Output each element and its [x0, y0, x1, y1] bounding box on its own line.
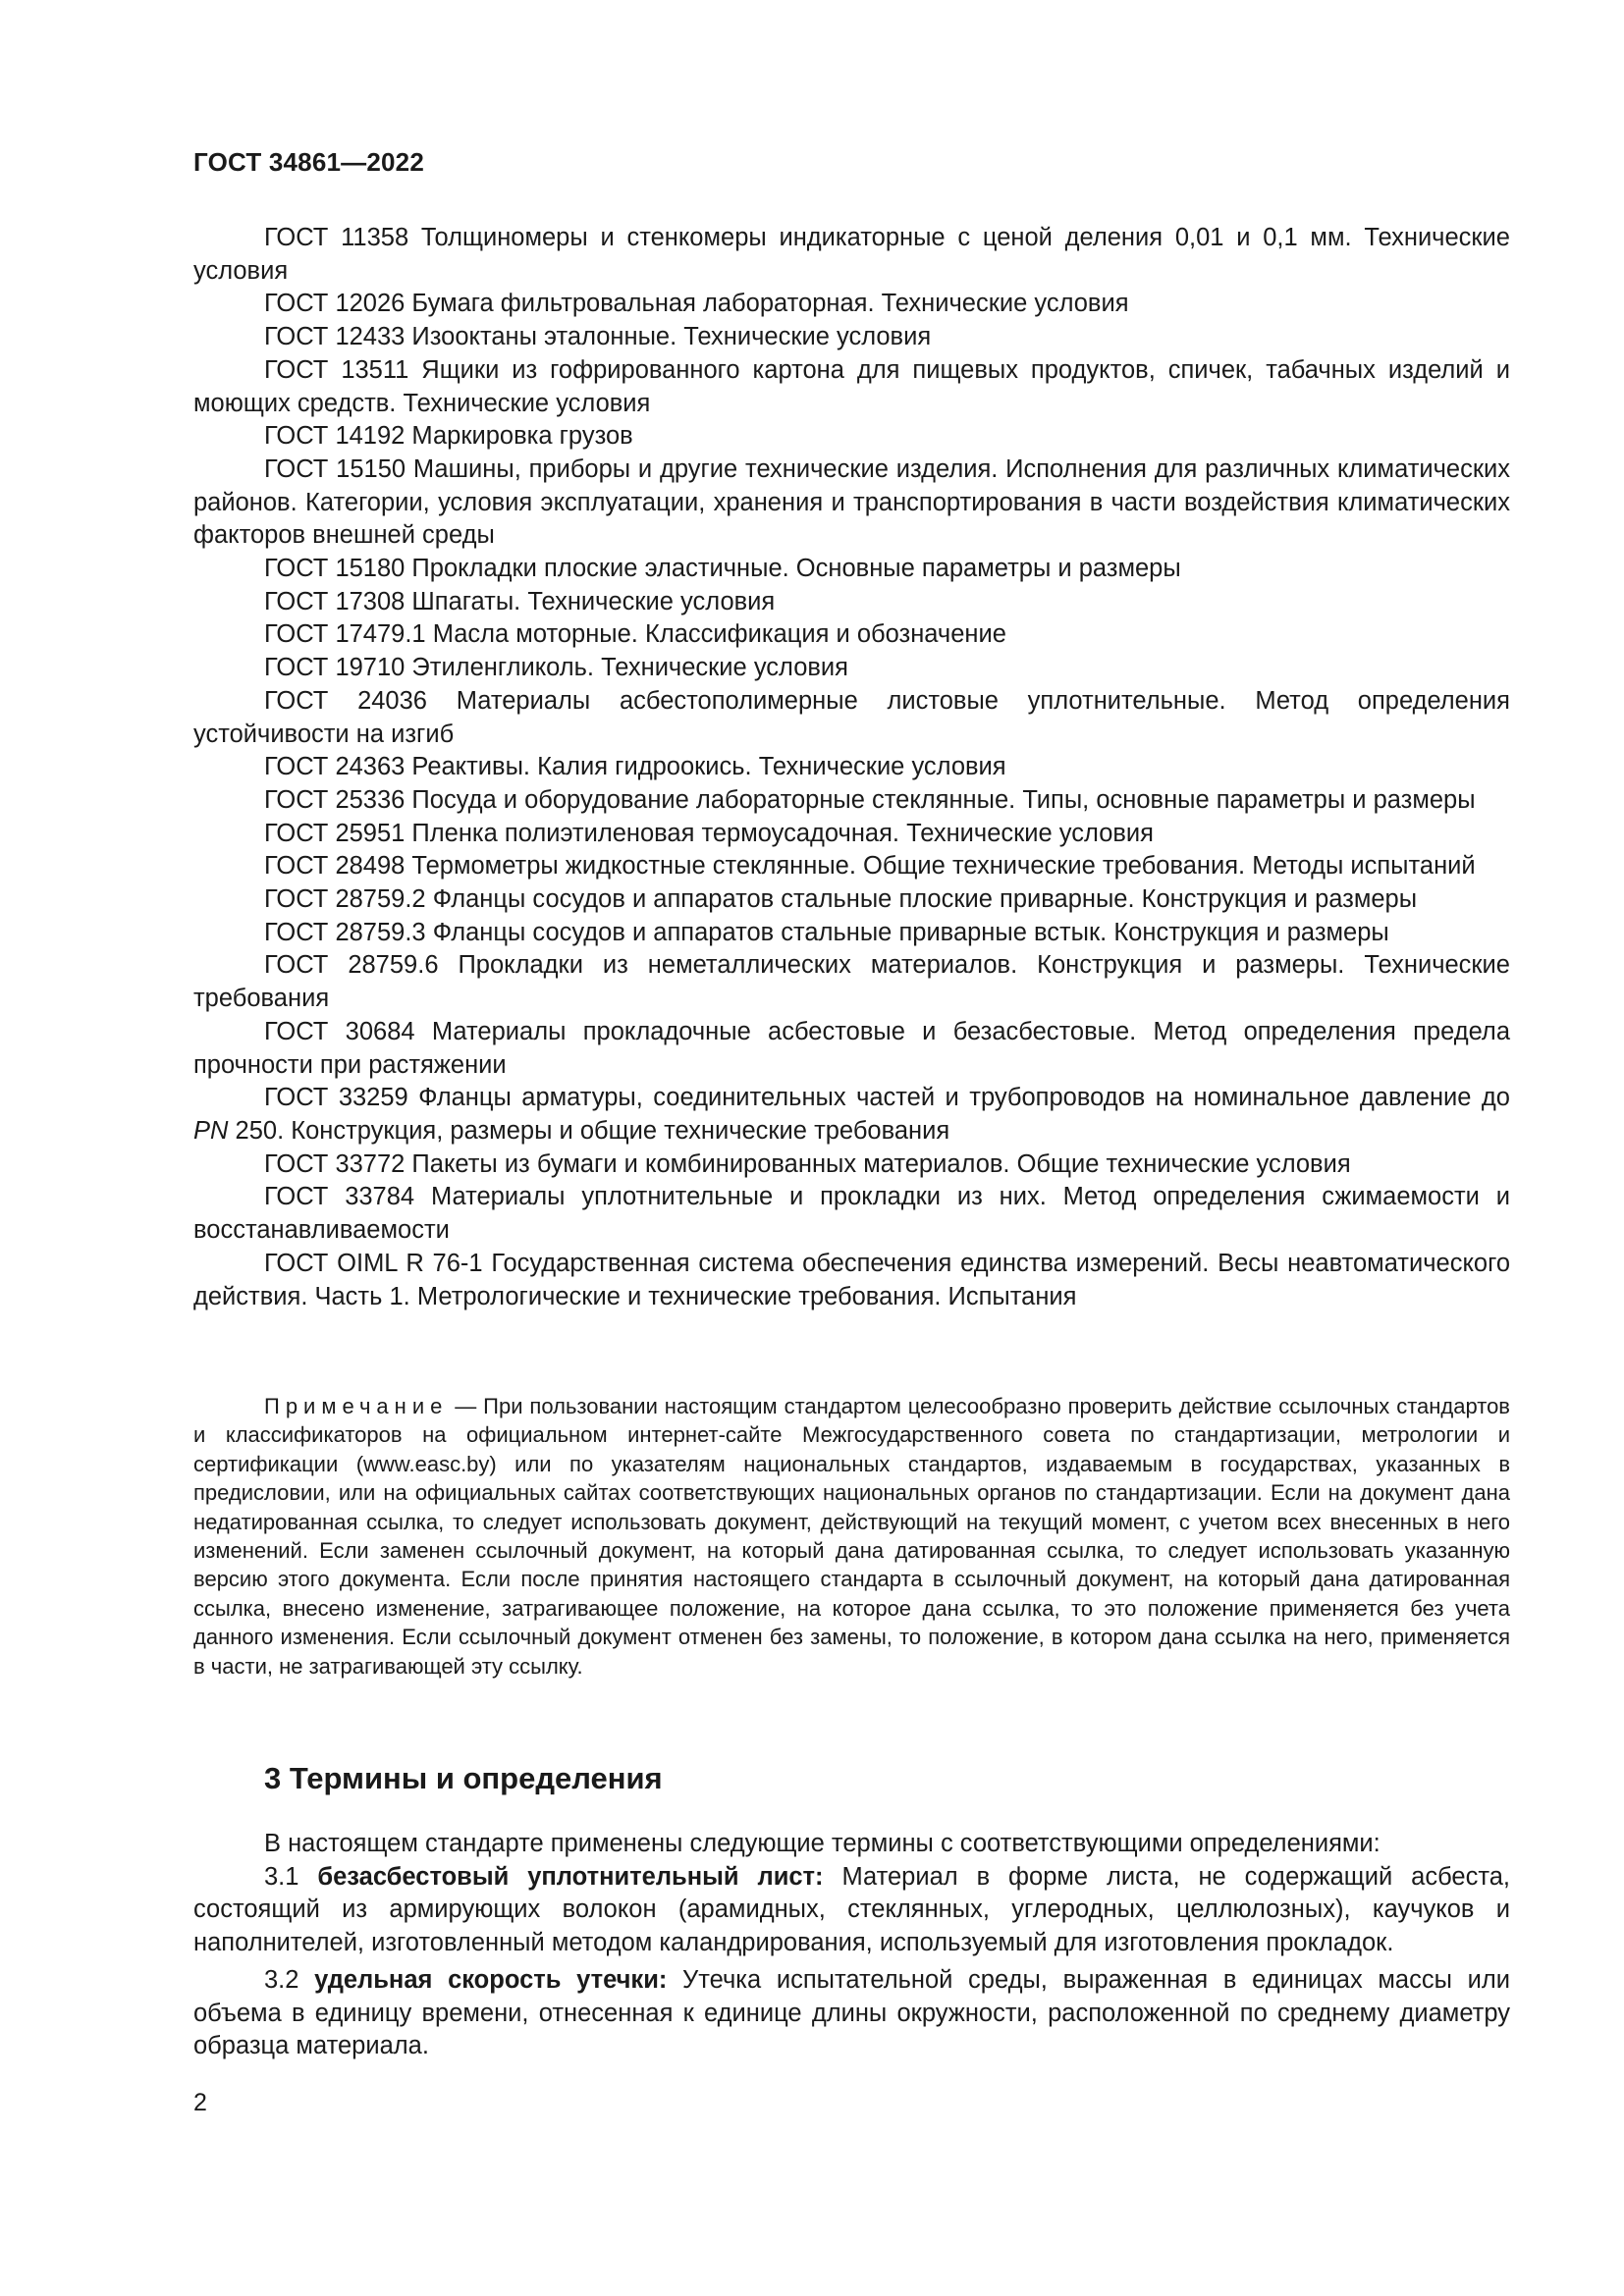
reference-item: ГОСТ 28759.2 Фланцы сосудов и аппаратов стальные плоские приварные. Конструкция и размеры — [264, 885, 1418, 914]
term-definition: Утечка испытательной среды, выраженная в единицах массы или объема в единицу времени, отнесенная к единице длины окружности, расположенной по среднему диаметру образца материала. — [193, 1965, 1510, 2060]
term-item — [193, 1964, 1510, 2063]
reference-item: ГОСТ 12433 Изооктаны эталонные. Технические условия — [264, 323, 932, 351]
terms-section — [193, 1828, 1510, 2063]
reference-item: ГОСТ 15180 Прокладки плоские эластичные. Основные параметры и размеры — [264, 555, 1181, 583]
reference-text: 250. Конструкция, размеры и общие технические требования — [228, 1116, 950, 1145]
reference-item: ГОСТ 24363 Реактивы. Калия гидроокись. Технические условия — [264, 753, 1006, 781]
reference-item: ГОСТ OIML R 76-1 Государственная система обеспечения единства измерений. Весы неавтоматического действия. Часть 1. Метрологические и технические требования. Испытания — [193, 1249, 1510, 1310]
reference-item: ГОСТ 13511 Ящики из гофрированного картона для пищевых продуктов, спичек, табачных изделий и моющих средств. Технические условия — [193, 355, 1510, 417]
term-definition: Материал в форме листа, не содержащий асбеста, состоящий из армирующих волокон (арамидных, стеклянных, углеродных, целлюлозных), каучуков и наполнителей, изготовленный методом каландрирования, используемый для изготовления прокладок. — [193, 1862, 1510, 1957]
reference-item: ГОСТ 15150 Машины, приборы и другие технические изделия. Исполнения для различных климатических районов. Категории, условия эксплуатации, хранения и транспортирования в части воздействия климатических факторов внешней среды — [193, 454, 1510, 550]
section-title: 3 Термины и определения — [264, 1761, 663, 1795]
reference-text: ГОСТ 33259 Фланцы арматуры, соединительных частей и трубопроводов на номинальное давление до — [264, 1084, 1510, 1112]
reference-item: ГОСТ 33772 Пакеты из бумаги и комбинированных материалов. Общие технические условия — [264, 1149, 1351, 1178]
document-header: ГОСТ 34861—2022 — [193, 147, 424, 177]
page-number: 2 — [193, 2089, 207, 2116]
reference-item: ГОСТ 28759.6 Прокладки из неметаллических материалов. Конструкция и размеры. Технические требования — [193, 951, 1510, 1013]
note-label: Примечание — [264, 1394, 449, 1418]
term-name: удельная скорость утечки: — [314, 1965, 668, 1994]
reference-item: ГОСТ 30684 Материалы прокладочные асбестовые и безасбестовые. Метод определения предела прочности при растяжении — [193, 1017, 1510, 1079]
reference-item: ГОСТ 17308 Шпагаты. Технические условия — [264, 587, 776, 615]
note-text: — При пользовании настоящим стандартом целесообразно проверить действие ссылочных стандартов и классификаторов на официальном интернет-сайте Межгосударственного совета по стандартизации, метрологии и сертификации (www.easc.by) или по указателям национальных стандартов, издаваемым в государствах, указанных в предисловии, или на официальных сайтах соответствующих национальных органов по стандартизации. Если на документ дана недатированная ссылка, то следует использовать документ, действующий на текущий момент, с учетом всех внесенных в него изменений. Если заменен ссылочный документ, на который дана датированная ссылка, то следует использовать указанную версию этого документа. Если после принятия настоящего стандарта в ссылочный документ, на который дана датированная ссылка, внесено изменение, затрагивающее положение, на которое дана ссылка, то это положение применяется без учета данного изменения. Если ссылочный документ отменен без замены, то положение, в котором дана ссылка на него, применяется в части, не затрагивающей эту ссылку. — [193, 1394, 1510, 1679]
reference-item: ГОСТ 14192 Маркировка грузов — [264, 422, 633, 451]
reference-item: ГОСТ 19710 Этиленгликоль. Технические условия — [264, 654, 848, 682]
reference-item-33259 — [193, 1082, 1510, 1148]
term-number: 3.1 — [264, 1862, 318, 1891]
reference-item: ГОСТ 28498 Термометры жидкостные стеклянные. Общие технические требования. Методы испытаний — [264, 852, 1476, 881]
reference-item: ГОСТ 17479.1 Масла моторные. Классификация и обозначение — [264, 620, 1006, 649]
reference-item: ГОСТ 12026 Бумага фильтровальная лабораторная. Технические условия — [264, 290, 1129, 318]
reference-item: ГОСТ 25336 Посуда и оборудование лабораторные стеклянные. Типы, основные параметры и размеры — [264, 785, 1476, 814]
term-item — [193, 1861, 1510, 1960]
term-name: безасбестовый уплотнительный лист: — [317, 1862, 824, 1891]
reference-item: ГОСТ 33784 Материалы уплотнительные и прокладки из них. Метод определения сжимаемости и восстанавливаемости — [193, 1183, 1510, 1245]
term-number: 3.2 — [264, 1965, 315, 1994]
reference-item: ГОСТ 25951 Пленка полиэтиленовая термоусадочная. Технические условия — [264, 819, 1154, 847]
reference-item: ГОСТ 11358 Толщиномеры и стенкомеры индикаторные с ценой деления 0,01 и 0,1 мм. Технические условия — [193, 224, 1510, 285]
note-paragraph — [193, 1392, 1510, 1681]
reference-italic-text: PN — [193, 1116, 229, 1145]
terms-intro: В настоящем стандарте применены следующие термины с соответствующими определениями: — [264, 1830, 1380, 1857]
reference-item: ГОСТ 24036 Материалы асбестополимерные листовые уплотнительные. Метод определения устойчивости на изгиб — [193, 686, 1510, 748]
reference-item: ГОСТ 28759.3 Фланцы сосудов и аппаратов стальные приварные встык. Конструкция и размеры — [264, 918, 1389, 946]
normative-references-list — [193, 222, 1510, 1313]
